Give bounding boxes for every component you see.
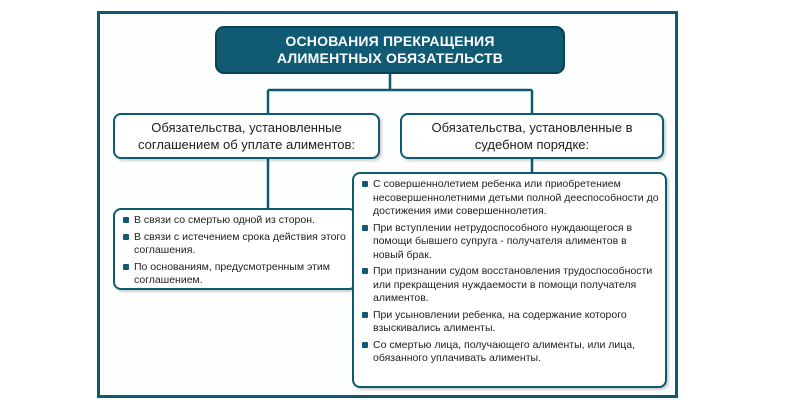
- square-bullet-icon: [362, 342, 368, 348]
- category-court-line-2: судебном порядке:: [474, 137, 590, 152]
- list-item: [123, 261, 349, 288]
- list-item-text: При признании судом восстановления трудоспособности или прекращения нуждаемости в помощи получателя алиментов.: [373, 265, 653, 304]
- list-item: [362, 339, 659, 366]
- category-agreement-text: [130, 119, 363, 153]
- list-item: [362, 178, 659, 219]
- category-court: [400, 113, 664, 159]
- list-item: [123, 231, 349, 258]
- category-court-text: [423, 119, 640, 153]
- agreement-grounds-list: [113, 208, 357, 290]
- square-bullet-icon: [123, 234, 129, 240]
- square-bullet-icon: [362, 312, 368, 318]
- title-line-1: ОСНОВАНИЯ ПРЕКРАЩЕНИЯ: [285, 33, 495, 49]
- square-bullet-icon: [362, 181, 368, 187]
- list-item: [123, 214, 349, 228]
- court-grounds-list: [352, 172, 667, 388]
- square-bullet-icon: [123, 217, 129, 223]
- list-item-text: Со смертью лица, получающего алименты, или лица, обязанного уплачивать алименты.: [373, 338, 635, 364]
- square-bullet-icon: [123, 264, 129, 270]
- list-item-text: При усыновлении ребенка, на содержание которого взыскивались алименты.: [373, 308, 627, 334]
- list-item-text: В связи со смертью одной из сторон.: [134, 214, 315, 226]
- diagram-title: [215, 26, 565, 74]
- list-item-text: С совершеннолетием ребенка или приобретением несовершеннолетними детьми полной дееспособности до достижения ими совершеннолетия.: [373, 178, 659, 217]
- list-item-text: По основаниям, предусмотренным этим соглашением.: [134, 260, 330, 286]
- list-item: [362, 265, 659, 306]
- square-bullet-icon: [362, 268, 368, 274]
- list-item: [362, 309, 659, 336]
- diagram-title-text: [267, 33, 513, 67]
- square-bullet-icon: [362, 225, 368, 231]
- category-agreement-line-2: соглашением об уплате алиментов:: [137, 137, 355, 152]
- list-item: [362, 222, 659, 263]
- list-item-text: При вступлении нетрудоспособного нуждающегося в помощи бывшего супруга - получателя алиментов в новый брак.: [373, 221, 633, 261]
- list-item-text: В связи с истечением срока действия этого соглашения.: [134, 230, 346, 256]
- title-line-2: АЛИМЕНТНЫХ ОБЯЗАТЕЛЬСТВ: [276, 50, 504, 66]
- category-court-line-1: Обязательства, установленные в: [431, 120, 633, 135]
- category-agreement-line-1: Обязательства, установленные: [151, 120, 342, 135]
- category-agreement: [113, 113, 380, 159]
